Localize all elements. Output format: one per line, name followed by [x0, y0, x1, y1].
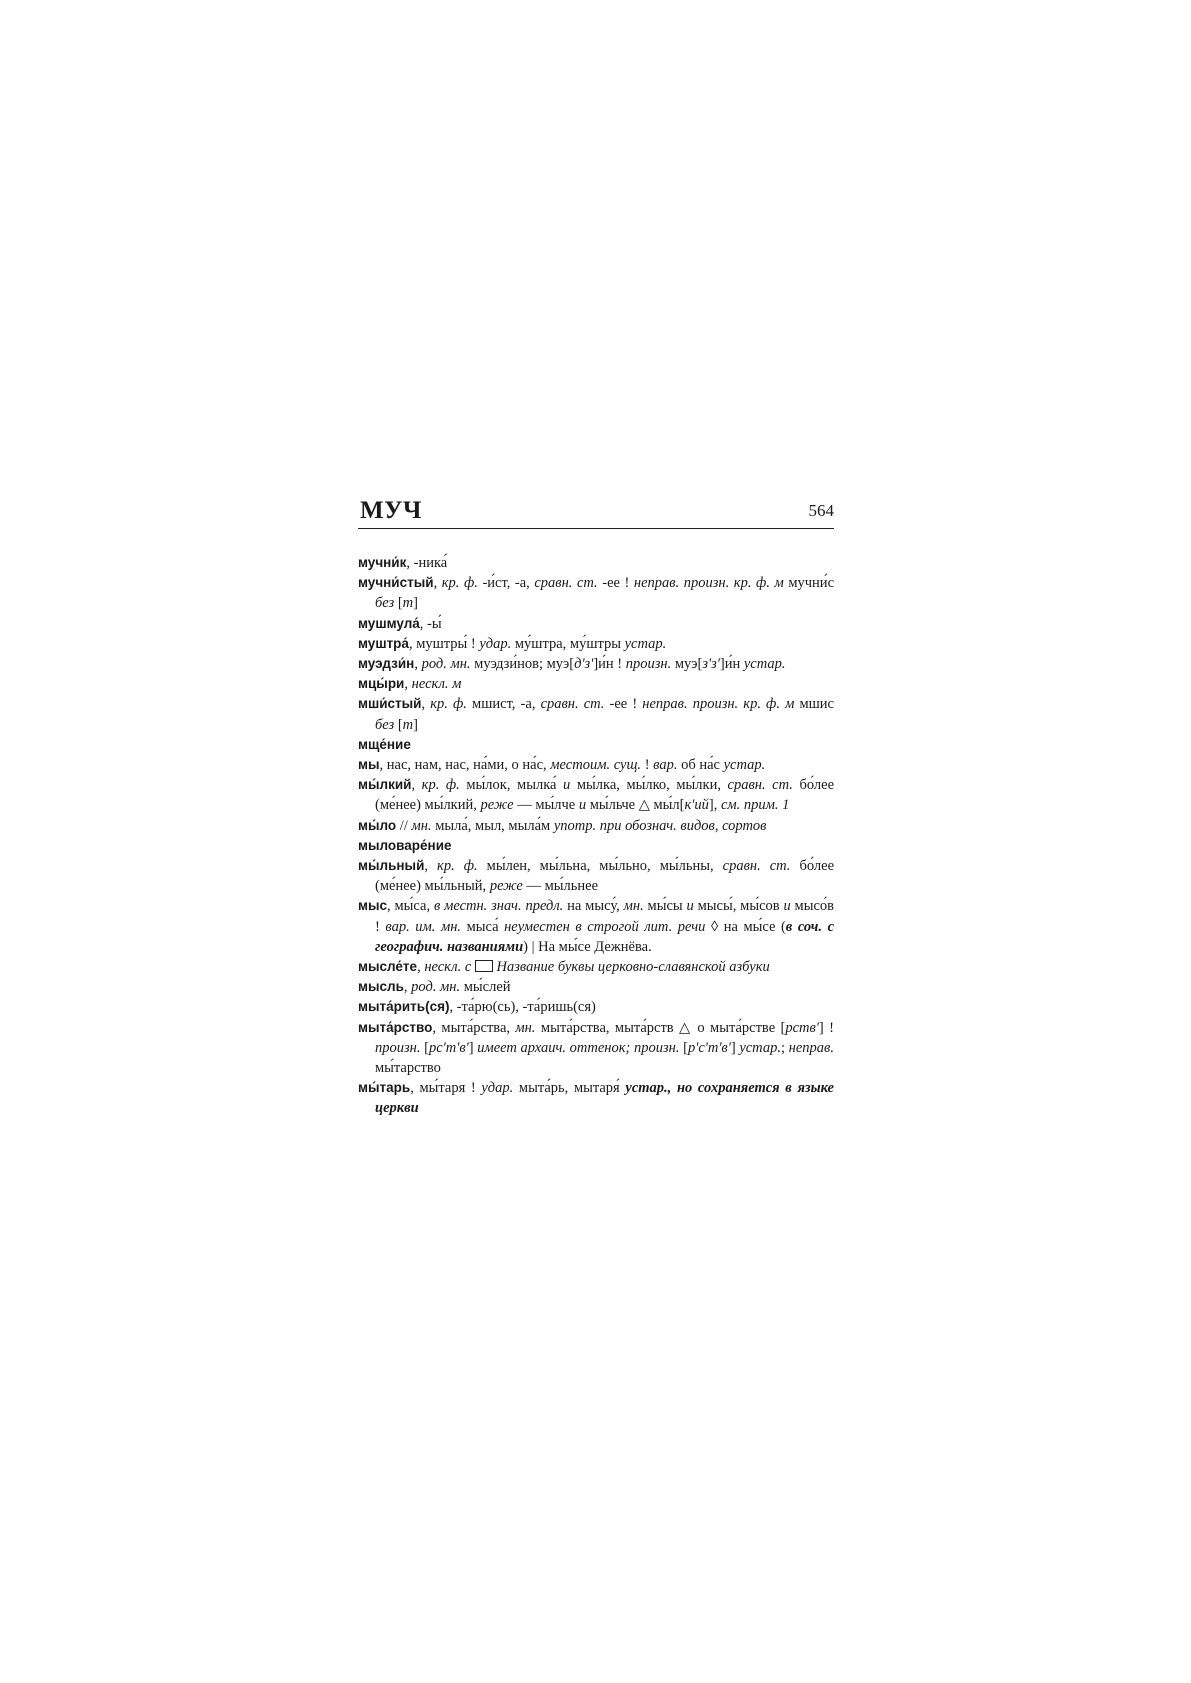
- entry-text: ,: [421, 696, 431, 713]
- entry-headword: мушмула́: [358, 615, 420, 631]
- entry-headword: муштра́: [358, 635, 409, 651]
- entry-text: //: [396, 817, 412, 834]
- entry-text: мыта́рь, мытаря́: [513, 1080, 626, 1097]
- entry-text: !: [641, 757, 654, 774]
- entry-headword: мще́ние: [358, 736, 411, 752]
- entry-label: и: [578, 797, 587, 814]
- entry-text: мысо́в !: [375, 898, 834, 935]
- dictionary-entry: [358, 654, 834, 674]
- entry-label: реже: [480, 797, 514, 814]
- entry-text: ◊ на мы́се (: [705, 918, 786, 935]
- entry-text: ]: [413, 595, 418, 612]
- dictionary-entry: [358, 816, 834, 836]
- entry-label: в соч. с географич. названиями: [375, 918, 835, 955]
- entry-text: ]и́н !: [593, 656, 626, 673]
- entry-headword: мучни́стый: [358, 575, 434, 591]
- entry-label: устар.: [743, 656, 786, 673]
- page-number: 564: [808, 501, 834, 520]
- entry-text: мы́тарство: [375, 1060, 441, 1077]
- dictionary-entry: [358, 836, 834, 856]
- entry-text: ,: [404, 676, 412, 693]
- entry-label: нескл. м: [411, 676, 462, 693]
- entry-text: [: [420, 1039, 429, 1056]
- dictionary-entry: [358, 553, 834, 573]
- entry-text: мы́льче △ мы́л[: [586, 797, 685, 814]
- entry-label: без: [375, 716, 395, 733]
- entry-text: — мы́лче: [513, 797, 579, 814]
- entry-text: мшист, -а,: [466, 696, 541, 713]
- entry-label: к'ий: [684, 797, 709, 814]
- entry-text: му́штра, му́штры: [511, 635, 625, 652]
- entry-text: мы́лен, мы́льна, мы́льно, мы́льны,: [477, 858, 723, 875]
- entry-label: устар.: [624, 635, 667, 652]
- entry-text: муэдзи́нов; муэ[: [470, 656, 575, 673]
- entry-label: устар.: [739, 1039, 781, 1056]
- entry-label: неуместен в строгой лит. речи: [504, 918, 706, 935]
- entry-text: на мысу́,: [563, 898, 624, 915]
- entry-text: мы́сы: [643, 898, 687, 915]
- dictionary-entry: [358, 674, 834, 694]
- entry-text: ) | На мы́се Дежнёва.: [523, 938, 652, 955]
- entry-text: [: [394, 716, 403, 733]
- entry-label: т: [402, 595, 414, 612]
- entry-label: Название буквы церковно-славянской азбуки: [496, 959, 770, 976]
- entry-list: [358, 553, 834, 1119]
- entry-text: , муштры́ !: [408, 635, 480, 652]
- dictionary-entry: [358, 634, 834, 654]
- entry-label: сравн. ст.: [534, 575, 598, 592]
- entry-text: , нас, нам, нас, на́ми, о на́с,: [379, 757, 551, 774]
- entry-headword: мы́ло: [358, 817, 397, 833]
- entry-label: рств': [785, 1019, 819, 1036]
- entry-headword: мыта́рство: [358, 1019, 433, 1035]
- entry-text: мысы́, мы́сов: [693, 898, 784, 915]
- entry-label: сравн. ст.: [540, 696, 605, 713]
- dictionary-entry: [358, 614, 834, 634]
- entry-text: муэ[: [671, 656, 703, 673]
- entry-label: произн.: [375, 1039, 421, 1056]
- entry-headword: мы́лкий: [358, 777, 412, 793]
- entry-text: мы́лка, мы́лко, мы́лки,: [570, 777, 728, 794]
- entry-text: ]: [468, 1039, 478, 1056]
- entry-text: мшис: [794, 696, 834, 713]
- dictionary-entry: [358, 755, 834, 775]
- entry-label: произн.: [625, 656, 672, 673]
- entry-label: вар. им. мн.: [385, 918, 462, 935]
- entry-text: мыта́рства, мыта́рств △ о мыта́рстве [: [535, 1019, 786, 1036]
- entry-label: кр. ф.: [430, 696, 467, 713]
- entry-label: род. мн.: [411, 979, 461, 996]
- letter-box-icon: [475, 960, 493, 972]
- entry-text: ,: [414, 656, 422, 673]
- entry-label: неправ. произн. кр. ф. м: [633, 575, 784, 592]
- entry-text: бо́лее (ме́нее) мы́лкий,: [375, 777, 835, 814]
- entry-label: удар.: [479, 635, 512, 652]
- entry-label: и: [783, 898, 791, 915]
- entry-headword: муэдзи́н: [358, 656, 415, 672]
- entry-label: кр. ф.: [421, 777, 460, 794]
- entry-label: р'с'т'в': [687, 1039, 731, 1056]
- dictionary-entry: [358, 735, 834, 755]
- entry-headword: мы́льный: [358, 858, 425, 874]
- dictionary-entry: [358, 1018, 834, 1079]
- dictionary-entry: [358, 573, 834, 613]
- entry-text: ]: [413, 716, 418, 733]
- dictionary-page: [358, 497, 834, 1119]
- entry-label: без: [375, 595, 395, 612]
- entry-headword: мыс: [358, 898, 388, 914]
- entry-text: ,: [417, 959, 425, 976]
- entry-label: сравн. ст.: [727, 777, 793, 794]
- entry-text: ,: [433, 575, 442, 592]
- entry-text: мучни́с: [783, 575, 834, 592]
- entry-label: имеет архаич. оттенок; произн.: [477, 1039, 680, 1056]
- entry-text: ]: [730, 1039, 740, 1056]
- running-head: МУЧ: [360, 497, 422, 524]
- entry-text: мыла́, мыл, мыла́м: [431, 817, 554, 834]
- entry-text: ]и́н: [719, 656, 744, 673]
- dictionary-entry: [358, 694, 834, 734]
- entry-text: -ее !: [597, 575, 634, 592]
- entry-label: мн.: [623, 898, 644, 915]
- entry-headword: мши́стый: [358, 696, 422, 712]
- entry-text: мы́лок, мылка́: [459, 777, 564, 794]
- entry-label: т: [402, 716, 414, 733]
- entry-label: сравн. ст.: [722, 858, 791, 875]
- entry-text: бо́лее (ме́нее) мы́льный,: [375, 858, 835, 895]
- entry-label: мн.: [515, 1019, 536, 1036]
- entry-text: [: [394, 595, 403, 612]
- entry-label: в местн. знач. предл.: [433, 898, 564, 915]
- dictionary-entry: [358, 1078, 834, 1118]
- entry-text: ] !: [818, 1019, 834, 1036]
- entry-text: , мы́таря !: [410, 1080, 482, 1097]
- entry-headword: мы́тарь: [358, 1080, 411, 1096]
- entry-label: неправ.: [788, 1039, 834, 1056]
- entry-text: об на́с: [677, 757, 724, 774]
- dictionary-entry: [358, 957, 834, 977]
- entry-text: мы́слей: [460, 979, 511, 996]
- dictionary-entry: [358, 997, 834, 1017]
- entry-text: ],: [708, 797, 721, 814]
- entry-text: , -ника́: [406, 555, 448, 571]
- entry-text: , мыта́рства,: [432, 1019, 516, 1036]
- entry-label: и: [686, 898, 694, 915]
- entry-headword: мыловаре́ние: [358, 837, 452, 853]
- entry-headword: мы: [358, 757, 380, 773]
- dictionary-entry: [358, 896, 834, 957]
- entry-label: удар.: [481, 1080, 514, 1097]
- entry-text: мыса́: [461, 918, 505, 935]
- entry-headword: мысле́те: [358, 959, 418, 975]
- entry-label: д'з': [574, 656, 594, 673]
- entry-label: нескл. с: [424, 959, 472, 976]
- entry-text: ,: [411, 777, 422, 794]
- entry-label: употр. при обознач. видов, сортов: [553, 817, 767, 834]
- entry-label: устар.: [723, 757, 766, 774]
- entry-label: вар.: [653, 757, 678, 774]
- entry-label: рс'т'в': [428, 1039, 469, 1056]
- entry-label: см. прим. 1: [720, 797, 790, 814]
- entry-label: местоим. сущ.: [550, 757, 642, 774]
- entry-text: ;: [780, 1039, 789, 1056]
- entry-headword: мучни́к: [358, 555, 407, 570]
- entry-label: реже: [489, 878, 523, 895]
- entry-text: — мы́льнее: [522, 878, 599, 895]
- header-rule: [358, 528, 834, 529]
- entry-label: и: [563, 777, 571, 794]
- entry-label: устар., но сохраняется в языке церкви: [375, 1080, 834, 1117]
- entry-label: кр. ф.: [441, 575, 478, 592]
- entry-text: , мы́са,: [387, 898, 434, 915]
- entry-text: , -ы́: [419, 615, 442, 632]
- entry-headword: мысль: [358, 979, 404, 995]
- dictionary-entry: [358, 856, 834, 896]
- entry-text: [: [679, 1039, 688, 1056]
- dictionary-entry: [358, 977, 834, 997]
- entry-text: -ее !: [604, 696, 643, 713]
- entry-text: , -та́рю(сь), -та́ришь(ся): [449, 999, 596, 1016]
- entry-headword: мцы́ри: [358, 676, 405, 692]
- entry-label: неправ. произн. кр. ф. м: [642, 696, 795, 713]
- entry-text: -и́ст, -а,: [477, 575, 535, 592]
- entry-label: род. мн.: [421, 656, 471, 673]
- entry-label: кр. ф.: [437, 858, 478, 875]
- entry-label: мн.: [411, 817, 432, 834]
- entry-text: ,: [403, 979, 412, 996]
- page-header: [358, 497, 834, 531]
- entry-headword: мыта́рить(ся): [358, 999, 450, 1015]
- entry-text: ,: [424, 858, 438, 875]
- entry-label: з'з': [702, 656, 720, 673]
- dictionary-entry: [358, 775, 834, 815]
